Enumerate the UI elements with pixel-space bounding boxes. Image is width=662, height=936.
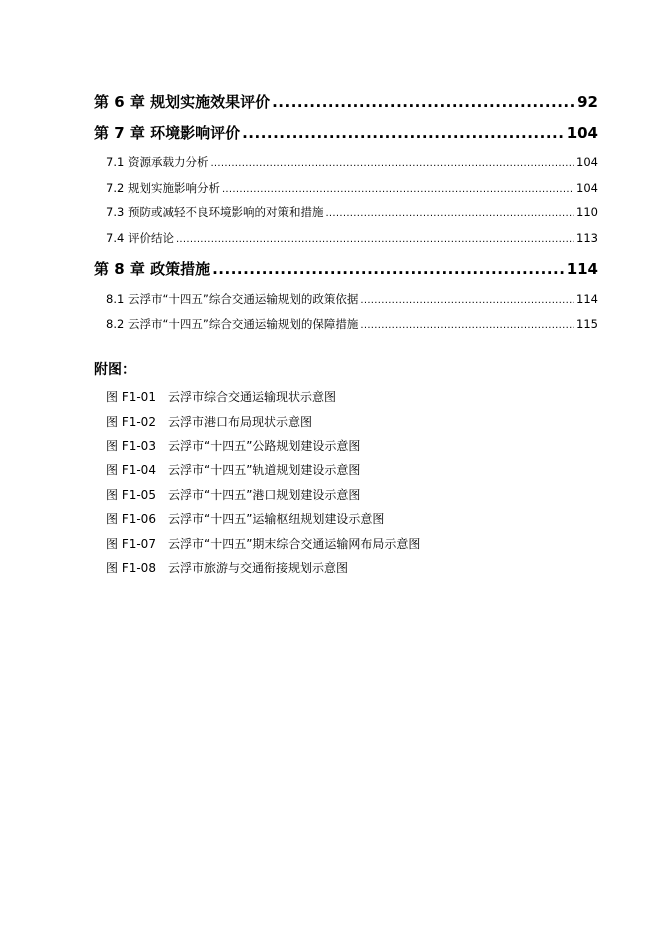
dot-leader	[325, 208, 574, 219]
toc-section-label: 7.2 规划实施影响分析	[106, 181, 220, 195]
figure-title: 云浮市综合交通运输现状示意图	[168, 390, 337, 404]
toc-section-label: 7.4 评价结论	[106, 231, 174, 245]
toc-chapter-6[interactable]	[94, 91, 598, 111]
toc-section-7-1[interactable]	[106, 154, 598, 170]
appendix-figure-item[interactable]	[106, 437, 360, 454]
toc-section-8-1[interactable]	[106, 291, 598, 307]
toc-section-label: 7.1 资源承载力分析	[106, 155, 209, 169]
toc-chapter-8[interactable]	[94, 258, 598, 278]
figure-title: 云浮市“十四五”港口规划建设示意图	[168, 488, 361, 502]
toc-section-label: 8.2 云浮市“十四五”综合交通运输规划的保障措施	[106, 317, 359, 331]
figure-number: 图 F1-05	[106, 488, 156, 502]
figure-number: 图 F1-02	[106, 415, 156, 429]
toc-section-label: 8.1 云浮市“十四五”综合交通运输规划的政策依据	[106, 292, 359, 306]
toc-page-number: 110	[576, 205, 598, 219]
toc-chapter-label: 第 6 章 规划实施效果评价	[94, 93, 271, 111]
toc-page-number: 92	[577, 93, 598, 111]
dot-leader	[212, 260, 565, 278]
figure-number: 图 F1-08	[106, 561, 156, 575]
toc-page-number: 114	[576, 292, 598, 306]
toc-section-label: 7.3 预防或减轻不良环境影响的对策和措施	[106, 205, 324, 219]
figure-number: 图 F1-04	[106, 463, 156, 477]
dot-leader	[176, 234, 574, 245]
appendix-figure-item[interactable]	[106, 413, 312, 430]
toc-section-8-2[interactable]	[106, 316, 598, 332]
appendix-figure-item[interactable]	[106, 486, 360, 503]
toc-page-number: 114	[566, 260, 598, 278]
appendix-figure-item[interactable]	[106, 388, 336, 405]
toc-chapter-7[interactable]	[94, 122, 598, 142]
dot-leader	[222, 184, 574, 195]
dot-leader	[360, 295, 574, 306]
toc-section-7-4[interactable]	[106, 230, 598, 246]
dot-leader	[210, 158, 574, 169]
figure-title: 云浮市“十四五”轨道规划建设示意图	[168, 463, 361, 477]
dot-leader	[242, 124, 565, 142]
figure-title: 云浮市“十四五”运输枢纽规划建设示意图	[168, 512, 385, 526]
toc-page-number: 113	[576, 231, 598, 245]
dot-leader	[360, 320, 574, 331]
toc-page-number: 104	[576, 155, 598, 169]
figure-number: 图 F1-03	[106, 439, 156, 453]
figure-title: 云浮市“十四五”公路规划建设示意图	[168, 439, 361, 453]
toc-section-7-3[interactable]	[106, 204, 598, 220]
appendix-figure-item[interactable]	[106, 535, 420, 552]
toc-page-number: 104	[566, 124, 598, 142]
toc-section-7-2[interactable]	[106, 180, 598, 196]
dot-leader	[272, 93, 575, 111]
toc-chapter-label: 第 8 章 政策措施	[94, 260, 211, 278]
figure-number: 图 F1-07	[106, 537, 156, 551]
toc-page-number: 104	[576, 181, 598, 195]
appendix-figure-item[interactable]	[106, 461, 360, 478]
figure-number: 图 F1-01	[106, 390, 156, 404]
figure-title: 云浮市旅游与交通衔接规划示意图	[168, 561, 349, 575]
figure-number: 图 F1-06	[106, 512, 156, 526]
appendix-figure-item[interactable]	[106, 559, 348, 576]
toc-chapter-label: 第 7 章 环境影响评价	[94, 124, 241, 142]
figure-title: 云浮市“十四五”期末综合交通运输网布局示意图	[168, 537, 421, 551]
appendix-figure-item[interactable]	[106, 510, 384, 527]
figure-title: 云浮市港口布局现状示意图	[168, 415, 313, 429]
appendix-title: 附图：	[94, 362, 136, 378]
toc-page-number: 115	[576, 317, 598, 331]
